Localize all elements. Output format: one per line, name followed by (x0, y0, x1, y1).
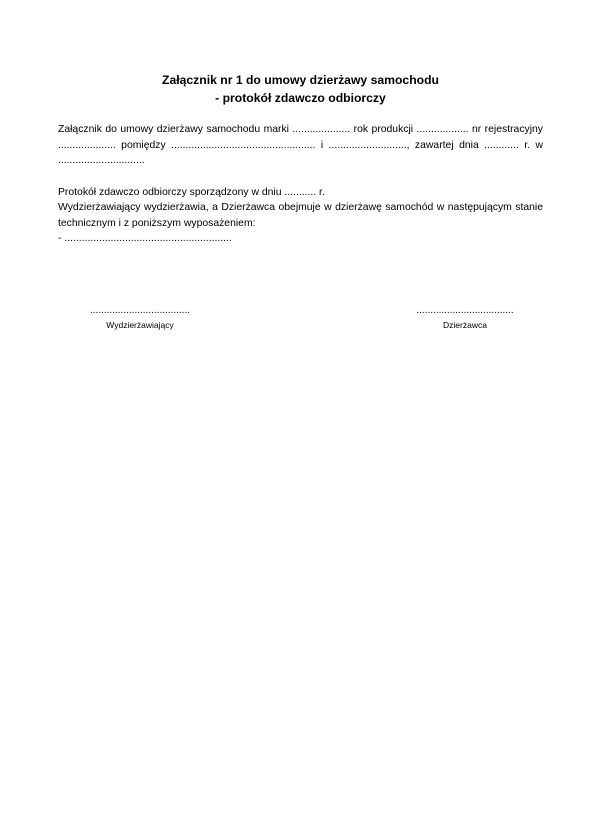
protocol-date-line: Protokół zdawczo odbiorczy sporządzony w dniu ........... r. (58, 187, 325, 198)
lessee-label: Dzierżawca (443, 320, 487, 330)
lessor-signature-block (60, 305, 220, 331)
lessee-signature-line: ................................... (416, 305, 514, 316)
lessor-label: Wydzierżawiający (106, 320, 174, 330)
document-subtitle: - protokół zdawczo odbiorczy (215, 91, 386, 105)
lessee-signature-block (385, 305, 545, 331)
equipment-item-line: - .......................................................... (58, 233, 232, 244)
lessor-signature-line: .................................... (89, 305, 191, 316)
lease-statement-paragraph: Wydzierżawiający wydzierżawia, a Dzierżawca obejmuje w dzierżawę samochód w następującym stanie technicznym i z poniższym wyposażeniem: (58, 202, 543, 229)
agreement-paragraph: Załącznik do umowy dzierżawy samochodu marki .................... rok produkcji .................. nr rejestracyjny .................... pomiędzy .................................................. i ..........................., zawartej dnia ............ r. w .............................. (58, 124, 543, 166)
document-title: Załącznik nr 1 do umowy dzierżawy samochodu (162, 73, 439, 87)
